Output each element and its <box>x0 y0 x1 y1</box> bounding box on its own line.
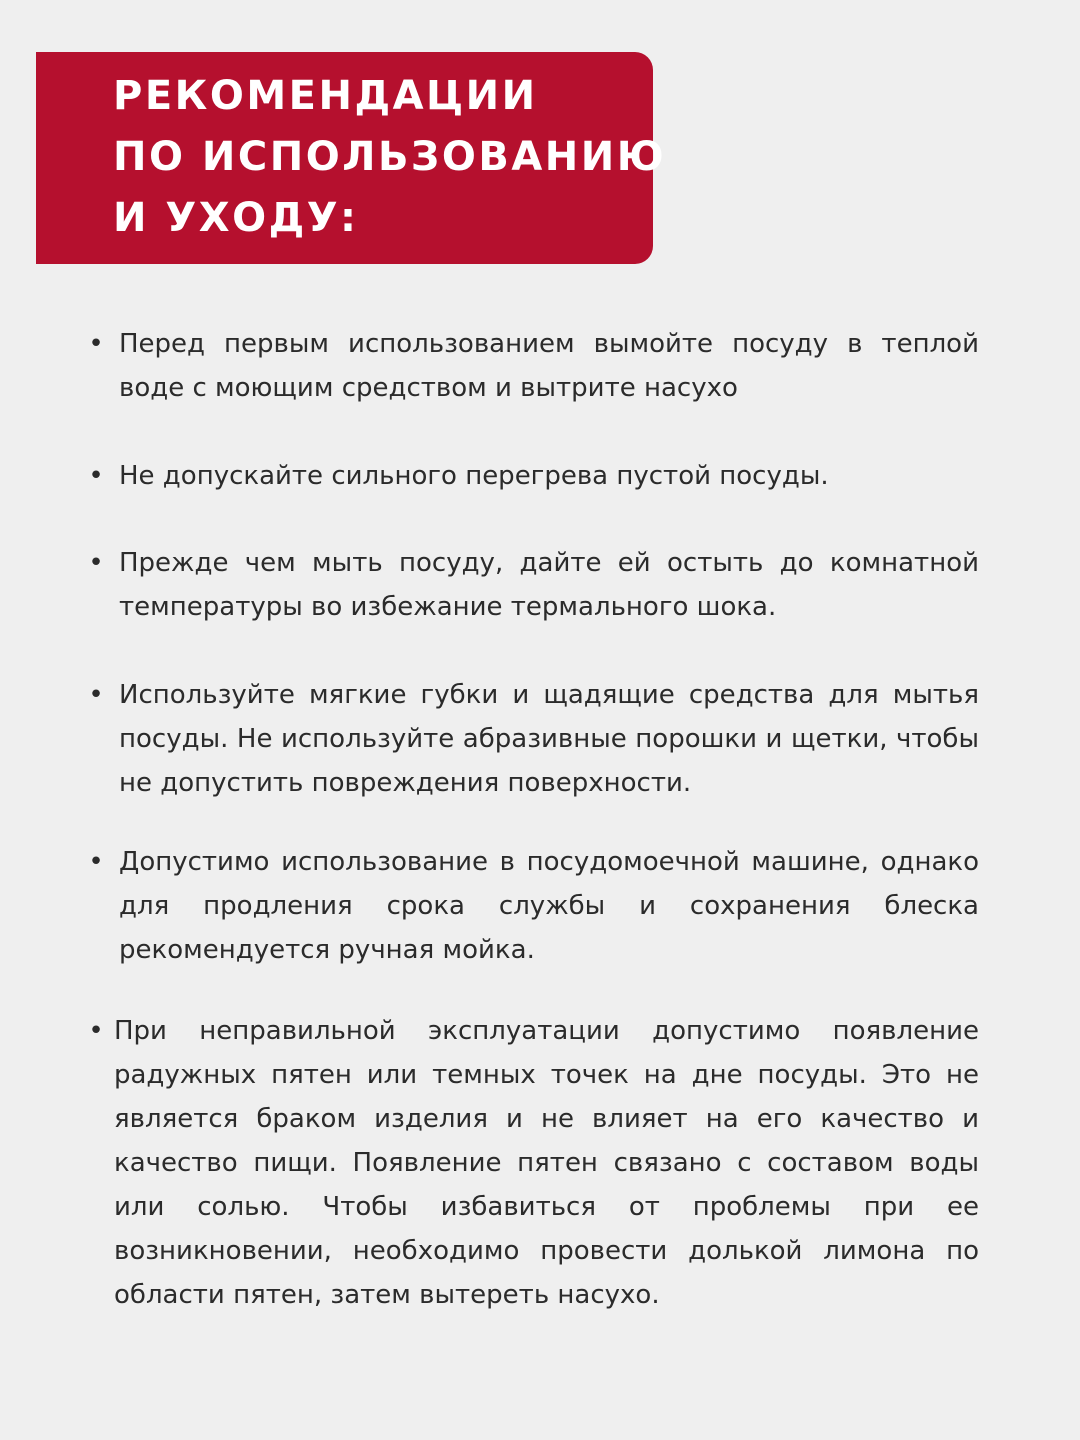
bullet: • <box>88 329 104 359</box>
tip-text: Используйте мягкие губки и щадящие средства для мытья посуды. Не используйте абразивные порошки и щетки, чтобы не допустить повреждения поверхности. <box>119 680 979 798</box>
tip-text: Допустимо использование в посудомоечной машине, однако для продления срока службы и сохранения блеска рекомендуется ручная мойка. <box>119 847 979 965</box>
list-item <box>84 322 979 410</box>
bullet: • <box>88 680 104 710</box>
list-item <box>84 454 979 498</box>
title-line-1: РЕКОМЕНДАЦИИ <box>113 73 538 119</box>
tip-text: Перед первым использованием вымойте посуду в теплой воде с моющим средством и вытрите насухо <box>119 329 979 403</box>
list-item <box>84 541 979 629</box>
tip-text: Прежде чем мыть посуду, дайте ей остыть до комнатной температуры во избежание термального шока. <box>119 548 979 622</box>
list-item <box>84 1009 979 1317</box>
bullet: • <box>88 1016 104 1046</box>
bullet: • <box>88 461 104 491</box>
bullet: • <box>88 548 104 578</box>
title-line-2: ПО ИСПОЛЬЗОВАНИЮ <box>113 134 667 180</box>
title-line-3: И УХОДУ: <box>113 195 359 241</box>
bullet: • <box>88 847 104 877</box>
tip-text: При неправильной эксплуатации допустимо появление радужных пятен или темных точек на дне посуды. Это не является браком изделия и не влияет на его качество и качество пищи. Появление пятен связано с составом воды или солью. Чтобы избавиться от проблемы при ее возникновении, необходимо провести долькой лимона по области пятен, затем вытереть насухо. <box>114 1016 979 1310</box>
page-title <box>113 66 673 249</box>
list-item <box>84 673 979 805</box>
list-item <box>84 840 979 972</box>
tip-text: Не допускайте сильного перегрева пустой посуды. <box>119 461 829 491</box>
